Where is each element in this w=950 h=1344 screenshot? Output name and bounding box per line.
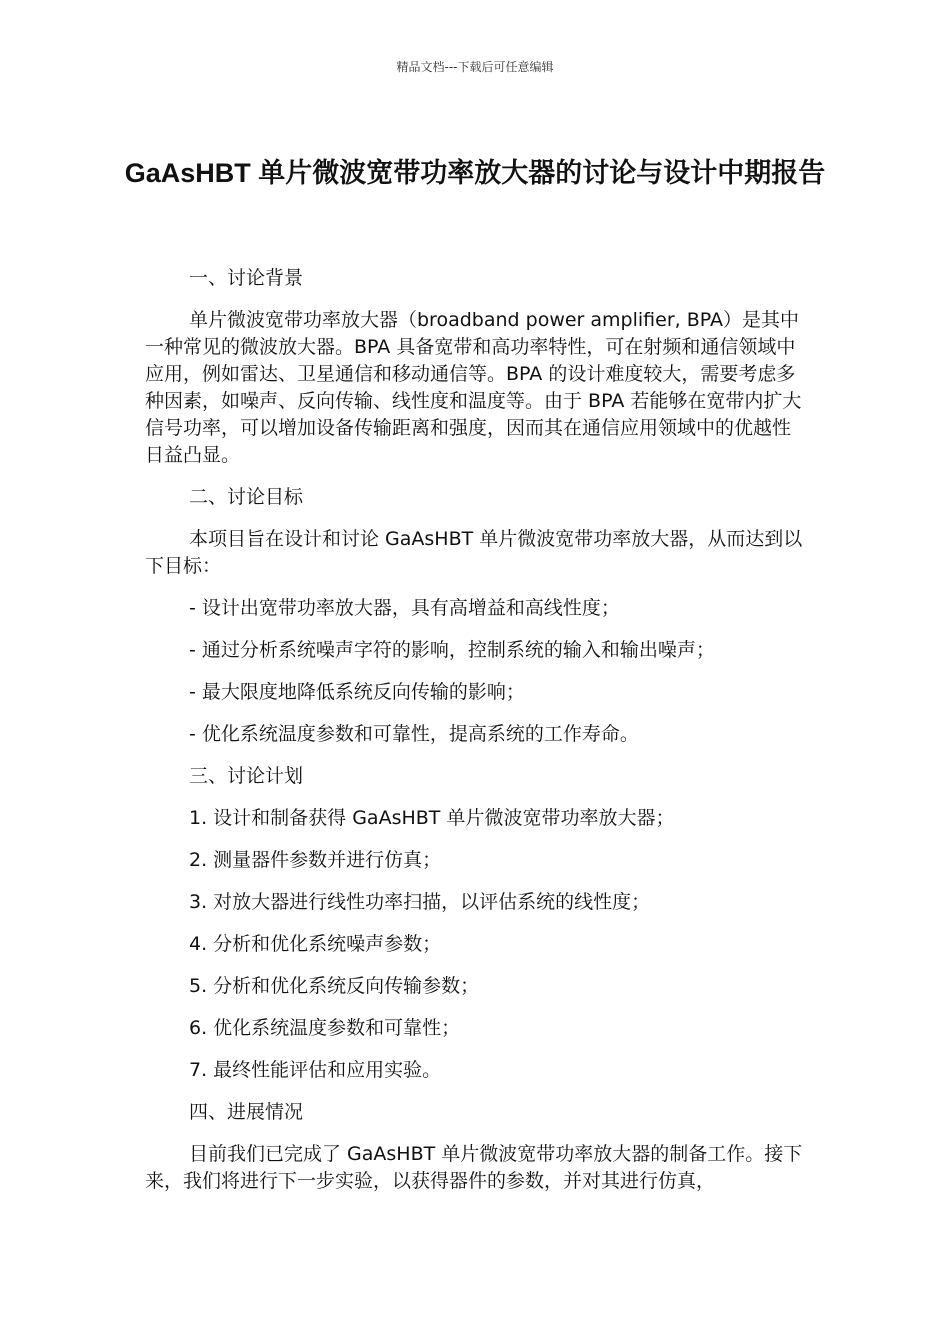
plan-item: 5. 分析和优化系统反向传输参数； (189, 975, 480, 997)
section-heading-background: 一、讨论背景 (189, 267, 304, 289)
document-body (145, 265, 807, 1210)
goal-item: - 设计出宽带功率放大器，具有高增益和高线性度； (189, 597, 620, 619)
section-heading-plan: 三、讨论计划 (189, 765, 304, 787)
plan-item: 2. 测量器件参数并进行仿真； (189, 849, 442, 871)
plan-item: 6. 优化系统温度参数和可靠性； (189, 1017, 461, 1039)
goals-intro-paragraph: 本项目旨在设计和讨论 GaAsHBT 单片微波宽带功率放大器，从而达到以下目标： (145, 528, 803, 577)
plan-item: 4. 分析和优化系统噪声参数； (189, 933, 442, 955)
goal-item: - 通过分析系统噪声字符的影响，控制系统的输入和输出噪声； (189, 639, 715, 661)
plan-item: 7. 最终性能评估和应用实验。 (189, 1059, 442, 1081)
progress-paragraph: 目前我们已完成了 GaAsHBT 单片微波宽带功率放大器的制备工作。接下来，我们将进行下一步实验，以获得器件的参数，并对其进行仿真， (145, 1143, 803, 1192)
section-heading-goals: 二、讨论目标 (189, 486, 304, 508)
document-title: GaAsHBT 单片微波宽带功率放大器的讨论与设计中期报告 (124, 158, 826, 189)
goal-item: - 优化系统温度参数和可靠性，提高系统的工作寿命。 (189, 723, 639, 745)
plan-item: 1. 设计和制备获得 GaAsHBT 单片微波宽带功率放大器； (189, 807, 675, 829)
plan-item: 3. 对放大器进行线性功率扫描，以评估系统的线性度； (189, 891, 651, 913)
header-note: 精品文档---下载后可任意编辑 (396, 60, 554, 74)
section-heading-progress: 四、进展情况 (189, 1101, 304, 1123)
background-paragraph: 单片微波宽带功率放大器（broadband power amplifier, BPA）是其中一种常见的微波放大器。BPA 具备宽带和高功率特性，可在射频和通信领域中应用，例如雷达、卫星通信和移动通信等。BPA 的设计难度较大，需要考虑多种因素，如噪声、反向传输、线性度和温度等。由于 BPA 若能够在宽带内扩大信号功率，可以增加设备传输距离和强度，因而其在通信应用领域中的优越性日益凸显。 (145, 309, 802, 466)
goal-item: - 最大限度地降低系统反向传输的影响； (189, 681, 525, 703)
